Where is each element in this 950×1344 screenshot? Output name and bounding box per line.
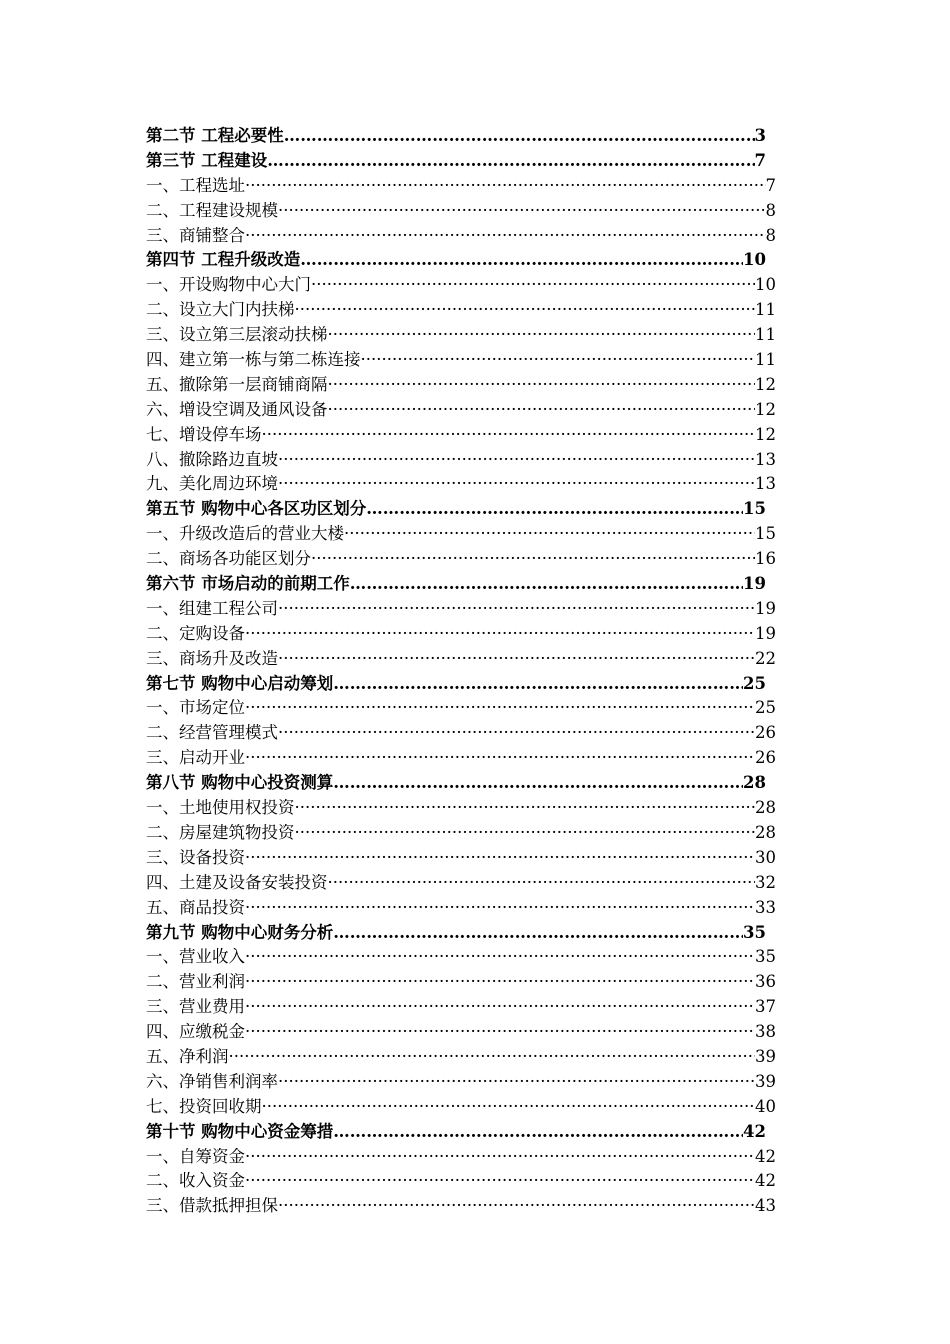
toc-entry-title: 一、开设购物中心大门 (146, 275, 311, 295)
toc-entry-title: 三、营业费用 (146, 997, 245, 1017)
toc-entry-title: 二、商场各功能区划分 (146, 549, 311, 569)
toc-page-number: 16 (755, 549, 776, 569)
toc-section-entry (146, 497, 776, 522)
toc-dot-leader (245, 896, 755, 921)
toc-page-number: 25 (755, 698, 776, 718)
toc-entry-title: 七、增设停车场 (146, 424, 262, 444)
toc-page-number: 35 (755, 947, 776, 967)
toc-entry-title: 二、定购设备 (146, 623, 245, 643)
toc-entry-title: 九、美化周边环境 (146, 474, 278, 494)
toc-subsection-entry (146, 273, 776, 298)
toc-dot-leader (366, 497, 743, 522)
toc-section-entry (146, 771, 776, 796)
toc-entry-title: 四、应缴税金 (146, 1022, 245, 1042)
toc-dot-leader (278, 448, 755, 473)
toc-dot-leader (295, 821, 756, 846)
toc-dot-leader (333, 672, 743, 697)
toc-subsection-entry (146, 746, 776, 771)
toc-entry-title: 五、净利润 (146, 1046, 229, 1066)
toc-page-number: 25 (743, 673, 766, 693)
toc-page-number: 13 (755, 474, 776, 494)
toc-dot-leader (267, 149, 754, 174)
toc-entry-title: 一、营业收入 (146, 947, 245, 967)
toc-entry-title: 一、组建工程公司 (146, 598, 278, 618)
toc-subsection-entry (146, 896, 776, 921)
toc-subsection-entry (146, 846, 776, 871)
toc-subsection-entry (146, 199, 776, 224)
toc-dot-leader (245, 970, 755, 995)
toc-dot-leader (278, 472, 755, 497)
toc-entry-title: 第六节 市场启动的前期工作 (146, 574, 350, 594)
toc-page-number: 3 (754, 126, 766, 145)
toc-dot-leader (245, 696, 755, 721)
toc-subsection-entry (146, 448, 776, 473)
toc-entry-title: 二、房屋建筑物投资 (146, 822, 295, 842)
toc-dot-leader (311, 273, 755, 298)
toc-page-number: 12 (755, 374, 776, 394)
toc-subsection-entry (146, 647, 776, 672)
toc-subsection-entry (146, 622, 776, 647)
toc-dot-leader (262, 1095, 756, 1120)
toc-entry-title: 一、工程选址 (146, 175, 245, 195)
toc-entry-title: 二、收入资金 (146, 1171, 245, 1191)
toc-section-entry (146, 124, 776, 149)
toc-dot-leader (245, 1145, 755, 1170)
toc-dot-leader (245, 995, 755, 1020)
toc-page-number: 33 (755, 897, 776, 917)
toc-dot-leader (328, 373, 756, 398)
toc-dot-leader (245, 622, 755, 647)
toc-dot-leader (278, 647, 755, 672)
toc-page-number: 42 (755, 1146, 776, 1166)
toc-subsection-entry (146, 1095, 776, 1120)
toc-dot-leader (245, 1020, 755, 1045)
toc-subsection-entry (146, 1070, 776, 1095)
toc-subsection-entry (146, 423, 776, 448)
toc-entry-title: 第四节 工程升级改造 (146, 250, 301, 270)
toc-page-number: 26 (755, 723, 776, 743)
toc-page-number: 11 (755, 300, 776, 320)
toc-entry-title: 四、建立第一栋与第二栋连接 (146, 350, 361, 370)
toc-page-number: 38 (755, 1022, 776, 1042)
toc-page-number: 30 (755, 847, 776, 867)
toc-dot-leader (278, 1194, 755, 1219)
toc-page-number: 13 (755, 449, 776, 469)
toc-subsection-entry (146, 323, 776, 348)
toc-entry-title: 五、商品投资 (146, 897, 245, 917)
toc-entry-title: 二、经营管理模式 (146, 723, 278, 743)
toc-subsection-entry (146, 547, 776, 572)
toc-page-number: 19 (755, 623, 776, 643)
toc-entry-title: 第十节 购物中心资金筹措 (146, 1121, 334, 1141)
toc-page-number: 7 (765, 175, 776, 195)
toc-page-number: 12 (755, 399, 776, 419)
toc-page-number: 22 (755, 648, 776, 668)
toc-subsection-entry (146, 1169, 776, 1194)
toc-entry-title: 第九节 购物中心财务分析 (146, 922, 334, 942)
toc-page-number: 36 (755, 972, 776, 992)
toc-dot-leader (328, 871, 756, 896)
toc-section-entry (146, 672, 776, 697)
toc-page-number: 8 (765, 200, 776, 220)
toc-dot-leader (344, 522, 755, 547)
toc-subsection-entry (146, 298, 776, 323)
toc-subsection-entry (146, 348, 776, 373)
toc-dot-leader (333, 1120, 743, 1145)
toc-dot-leader (328, 323, 756, 348)
toc-dot-leader (311, 547, 755, 572)
toc-page-number: 39 (755, 1046, 776, 1066)
toc-entry-title: 二、工程建设规模 (146, 200, 278, 220)
toc-entry-title: 三、设立第三层滚动扶梯 (146, 325, 328, 345)
toc-page-number: 12 (755, 424, 776, 444)
toc-entry-title: 八、撤除路边直坡 (146, 449, 278, 469)
toc-dot-leader (245, 846, 755, 871)
toc-page-number: 19 (743, 574, 766, 594)
toc-subsection-entry (146, 472, 776, 497)
toc-entry-title: 一、自筹资金 (146, 1146, 245, 1166)
toc-entry-title: 三、启动开业 (146, 748, 245, 768)
toc-page-number: 32 (755, 872, 776, 892)
toc-dot-leader (284, 124, 755, 149)
toc-entry-title: 六、净销售利润率 (146, 1071, 278, 1091)
toc-subsection-entry (146, 871, 776, 896)
toc-entry-title: 第二节 工程必要性 (146, 126, 284, 145)
toc-entry-title: 三、借款抵押担保 (146, 1196, 278, 1216)
toc-entry-title: 四、土建及设备安装投资 (146, 872, 328, 892)
toc-entry-title: 六、增设空调及通风设备 (146, 399, 328, 419)
toc-subsection-entry (146, 398, 776, 423)
toc-subsection-entry (146, 995, 776, 1020)
toc-page-number: 15 (743, 499, 766, 519)
toc-subsection-entry (146, 224, 776, 249)
toc-dot-leader (350, 572, 743, 597)
toc-section-entry (146, 1120, 776, 1145)
toc-entry-title: 三、商铺整合 (146, 225, 245, 245)
toc-page-number: 26 (755, 748, 776, 768)
toc-page-number: 42 (755, 1171, 776, 1191)
toc-entry-title: 五、撤除第一层商铺商隔 (146, 374, 328, 394)
toc-page-number: 37 (755, 997, 776, 1017)
toc-page-number: 28 (743, 773, 766, 793)
toc-subsection-entry (146, 945, 776, 970)
toc-entry-title: 一、升级改造后的营业大楼 (146, 524, 344, 544)
toc-page-number: 42 (743, 1121, 766, 1141)
toc-page-number: 28 (755, 798, 776, 818)
toc-subsection-entry (146, 597, 776, 622)
toc-subsection-entry (146, 1020, 776, 1045)
toc-entry-title: 二、设立大门内扶梯 (146, 300, 295, 320)
toc-section-entry (146, 248, 776, 273)
toc-dot-leader (245, 174, 766, 199)
toc-dot-leader (245, 746, 755, 771)
toc-subsection-entry (146, 1045, 776, 1070)
toc-dot-leader (229, 1045, 756, 1070)
toc-page-number: 7 (754, 150, 766, 170)
toc-dot-leader (295, 796, 756, 821)
toc-section-entry (146, 572, 776, 597)
toc-entry-title: 三、商场升及改造 (146, 648, 278, 668)
toc-entry-title: 第七节 购物中心启动筹划 (146, 673, 334, 693)
toc-dot-leader (295, 298, 756, 323)
toc-dot-leader (262, 423, 756, 448)
toc-subsection-entry (146, 821, 776, 846)
toc-entry-title: 一、土地使用权投资 (146, 798, 295, 818)
toc-dot-leader (278, 1070, 755, 1095)
toc-entry-title: 第八节 购物中心投资测算 (146, 773, 334, 793)
toc-subsection-entry (146, 522, 776, 547)
table-of-contents (146, 124, 776, 1219)
toc-subsection-entry (146, 721, 776, 746)
toc-dot-leader (278, 199, 766, 224)
toc-subsection-entry (146, 970, 776, 995)
toc-dot-leader (333, 921, 743, 946)
toc-subsection-entry (146, 373, 776, 398)
toc-page-number: 40 (755, 1096, 776, 1116)
toc-subsection-entry (146, 174, 776, 199)
toc-entry-title: 三、设备投资 (146, 847, 245, 867)
toc-dot-leader (245, 1169, 755, 1194)
toc-subsection-entry (146, 1145, 776, 1170)
toc-dot-leader (245, 945, 755, 970)
toc-entry-title: 七、投资回收期 (146, 1096, 262, 1116)
toc-subsection-entry (146, 696, 776, 721)
toc-page-number: 8 (765, 225, 776, 245)
toc-page-number: 28 (755, 822, 776, 842)
toc-entry-title: 一、市场定位 (146, 698, 245, 718)
toc-subsection-entry (146, 1194, 776, 1219)
toc-entry-title: 第五节 购物中心各区功区划分 (146, 499, 367, 519)
toc-dot-leader (328, 398, 756, 423)
toc-dot-leader (333, 771, 743, 796)
toc-page-number: 15 (755, 524, 776, 544)
toc-page-number: 35 (743, 922, 766, 942)
toc-page-number: 10 (743, 250, 766, 270)
toc-dot-leader (278, 597, 755, 622)
toc-section-entry (146, 149, 776, 174)
toc-page-number: 10 (755, 275, 776, 295)
toc-page-number: 43 (755, 1196, 776, 1216)
toc-page-number: 19 (755, 598, 776, 618)
toc-dot-leader (278, 721, 755, 746)
toc-page-number: 11 (755, 350, 776, 370)
toc-section-entry (146, 921, 776, 946)
toc-dot-leader (361, 348, 756, 373)
toc-dot-leader (300, 248, 743, 273)
toc-subsection-entry (146, 796, 776, 821)
toc-page-number: 11 (755, 325, 776, 345)
toc-entry-title: 第三节 工程建设 (146, 150, 268, 170)
toc-dot-leader (245, 224, 766, 249)
toc-entry-title: 二、营业利润 (146, 972, 245, 992)
toc-page-number: 39 (755, 1071, 776, 1091)
